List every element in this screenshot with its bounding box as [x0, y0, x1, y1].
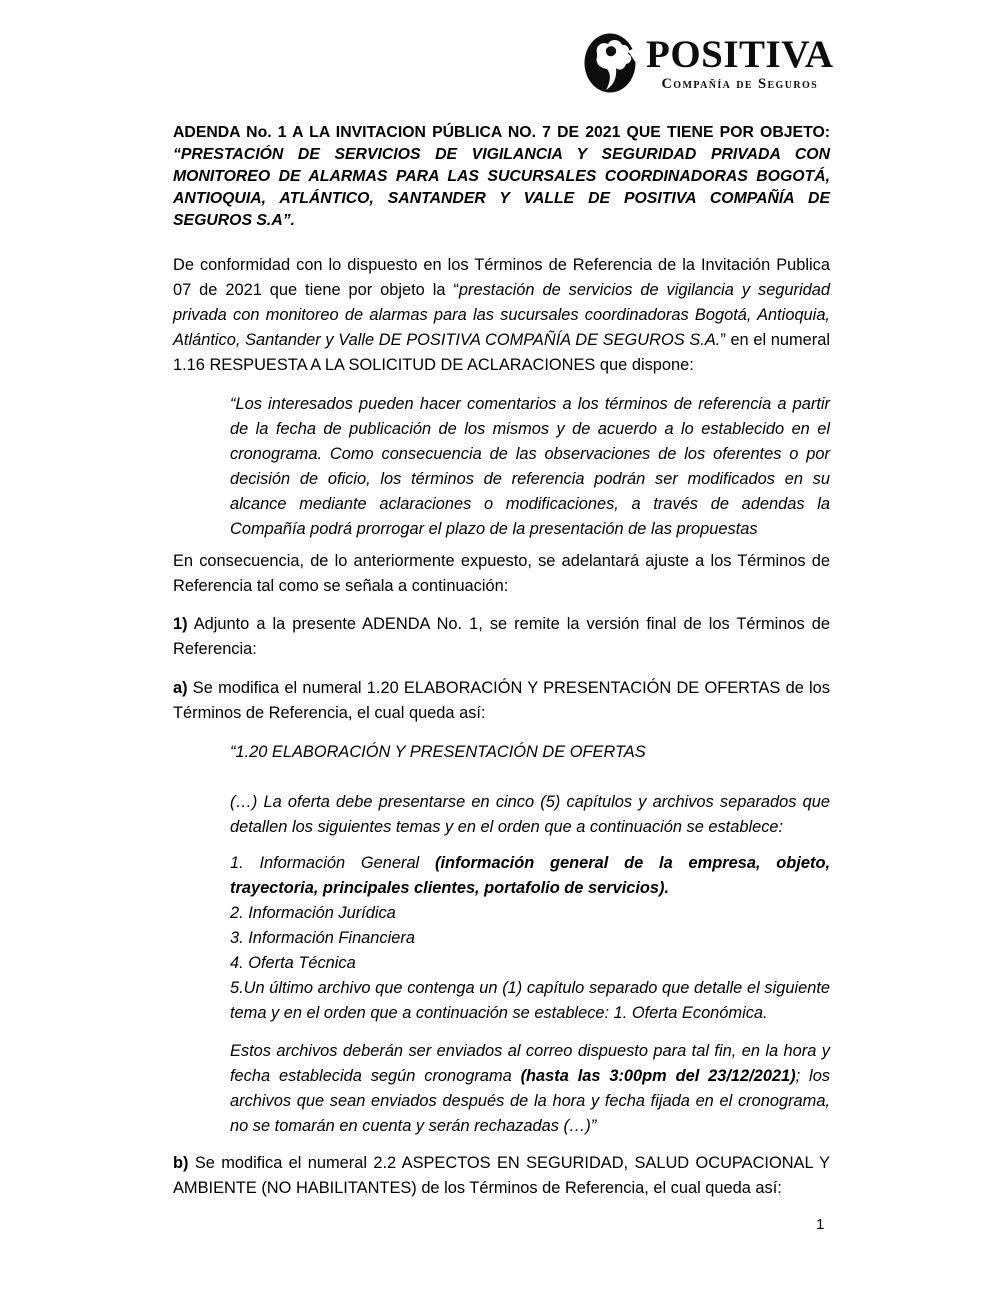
page-number: 1	[816, 1216, 825, 1233]
title-run-object: ADENDA No. 1 A LA INVITACION PÚBLICA NO. 7 DE 2021 QUE TIENE POR OBJETO:	[173, 124, 830, 141]
quote-120-intro: (…) La oferta debe presentarse en cinco (5) capítulos y archivos separados que detallen los siguientes temas y en el orden que a continuación se establece:	[230, 793, 830, 836]
paragraph-consecuencia: En consecuencia, de lo anteriormente expuesto, se adelantará ajuste a los Términos de Referencia tal como se señala a continuación:	[173, 552, 830, 595]
list-item-2: 2. Información Jurídica	[230, 904, 396, 922]
positiva-logo	[583, 32, 834, 94]
paragraph-item-1	[173, 612, 830, 662]
logo-tagline: Compañía de Seguros	[661, 75, 819, 92]
list-item-1-text: 1. Información General	[230, 854, 435, 872]
quote-120-list	[173, 851, 830, 1026]
list-item-5: 5.Un último archivo que contenga un (1) capítulo separado que detalle el siguiente tema y en el orden que a continuación se establece: 1. Oferta Económica.	[230, 979, 830, 1022]
item-1-label: 1)	[173, 615, 188, 633]
document-body	[173, 122, 830, 1201]
positiva-emblem-icon	[583, 32, 637, 94]
intro-run-3: ” en el numeral 1.16 RESPUESTA A LA SOLICITUD DE ACLARACIONES que dispone:	[173, 331, 830, 374]
list-item-1-detail: (información general de la empresa, objeto, trayectoria, principales clientes, portafolio de servicios).	[230, 854, 831, 897]
closing-run-1: Estos archivos deberán ser enviados al correo dispuesto para tal fin, en la hora y fecha establecida según cronograma	[230, 1042, 830, 1085]
quote-120-heading: “1.20 ELABORACIÓN Y PRESENTACIÓN DE OFERTAS	[230, 743, 646, 761]
item-b-label: b)	[173, 1154, 189, 1172]
list-item-3: 3. Información Financiera	[230, 929, 415, 947]
item-1-text: Adjunto a la presente ADENDA No. 1, se remite la versión final de los Términos de Referencia:	[173, 615, 830, 658]
closing-deadline: (hasta las 3:00pm del 23/12/2021)	[520, 1067, 796, 1085]
positiva-wordmark	[646, 32, 834, 92]
quote-aclaraciones: “Los interesados pueden hacer comentarios a los términos de referencia a partir de la fecha de publicación de los mismos y de acuerdo a lo establecido en el cronograma. Como consecuencia de las observaciones de los oferentes o por decisión de oficio, los términos de referencia podrán ser modificados en su alcance mediante aclaraciones o modificaciones, a través de adendas la Compañía podrá prorrogar el plazo de la presentación de las propuestas	[230, 395, 830, 538]
paragraph-item-b	[173, 1151, 830, 1201]
quote-120-closing	[173, 1039, 830, 1139]
item-a-text: Se modifica el numeral 1.20 ELABORACIÓN Y PRESENTACIÓN DE OFERTAS de los Términos de Referencia, el cual queda así:	[173, 679, 830, 722]
closing-run-3: ; los archivos que sean enviados después de la hora y fecha fijada en el cronograma, no se tomarán en cuenta y serán rechazadas (…)”	[230, 1067, 831, 1135]
list-item-4: 4. Oferta Técnica	[230, 954, 356, 972]
intro-run-objeto: prestación de servicios de vigilancia y seguridad privada con monitoreo de alarmas para las sucursales coordinadoras Bogotá, Antioquia, Atlántico, Santander y Valle DE POSITIVA COMPAÑÍA DE SEGUROS S.A.	[173, 281, 830, 349]
title-run-prestacion: “PRESTACIÓN DE SERVICIOS DE VIGILANCIA Y SEGURIDAD PRIVADA CON MONITOREO DE ALARMAS PARA LAS SUCURSALES COORDINADORAS BOGOTÁ, ANTIOQUIA, ATLÁNTICO, SANTANDER Y VALLE DE POSITIVA COMPAÑÍA DE SEGUROS S.A”.	[173, 146, 830, 229]
paragraph-item-a	[173, 676, 830, 726]
list-item-1	[230, 851, 830, 901]
intro-run-1: De conformidad con lo dispuesto en los Términos de Referencia de la Invitación Publica 07 de 2021 que tiene por objeto la “	[173, 256, 830, 299]
document-title	[173, 122, 830, 232]
item-a-label: a)	[173, 679, 188, 697]
item-b-text: Se modifica el numeral 2.2 ASPECTOS EN SEGURIDAD, SALUD OCUPACIONAL Y AMBIENTE (NO HABILITANTES) de los Términos de Referencia, el cual queda así:	[173, 1154, 830, 1197]
logo-company-name: POSITIVA	[646, 32, 834, 76]
paragraph-intro	[173, 253, 830, 378]
